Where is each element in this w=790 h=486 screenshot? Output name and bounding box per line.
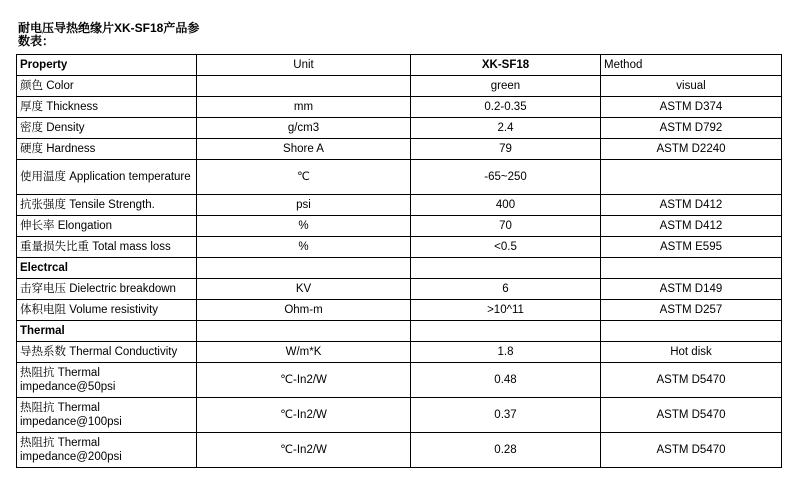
cell-method: ASTM D412	[601, 195, 782, 216]
cell-value: 2.4	[411, 118, 601, 139]
section-row-thermal	[17, 321, 782, 342]
cell-value: 1.8	[411, 342, 601, 363]
cell-value: 70	[411, 216, 601, 237]
cell-unit: psi	[197, 195, 411, 216]
cell-unit: Ohm-m	[197, 300, 411, 321]
cell-property: 重量损失比重 Total mass loss	[17, 237, 197, 258]
cell-unit: ℃-In2/W	[197, 363, 411, 398]
empty-cell	[601, 321, 782, 342]
cell-method: ASTM D5470	[601, 398, 782, 433]
cell-value: >10^11	[411, 300, 601, 321]
section-row-electrical	[17, 258, 782, 279]
cell-unit: %	[197, 237, 411, 258]
cell-property: 颜色 Color	[17, 76, 197, 97]
cell-method: ASTM D257	[601, 300, 782, 321]
table-row	[17, 300, 782, 321]
cell-value: green	[411, 76, 601, 97]
header-property: Property	[17, 55, 197, 76]
cell-unit: W/m*K	[197, 342, 411, 363]
cell-method: ASTM D374	[601, 97, 782, 118]
cell-property: 使用温度 Application temperature	[17, 160, 197, 195]
table-row	[17, 97, 782, 118]
cell-method: ASTM D2240	[601, 139, 782, 160]
table-row	[17, 160, 782, 195]
cell-property: 导热系数 Thermal Conductivity	[17, 342, 197, 363]
cell-property: 击穿电压 Dielectric breakdown	[17, 279, 197, 300]
cell-property: 密度 Density	[17, 118, 197, 139]
cell-value: <0.5	[411, 237, 601, 258]
empty-cell	[411, 321, 601, 342]
cell-method: ASTM E595	[601, 237, 782, 258]
cell-value: 0.48	[411, 363, 601, 398]
table-row	[17, 118, 782, 139]
cell-value: 0.37	[411, 398, 601, 433]
cell-unit: Shore A	[197, 139, 411, 160]
cell-unit: ℃	[197, 160, 411, 195]
cell-unit: ℃-In2/W	[197, 398, 411, 433]
cell-method: ASTM D5470	[601, 433, 782, 468]
table-row	[17, 216, 782, 237]
cell-value: 0.2-0.35	[411, 97, 601, 118]
table-header-row	[17, 55, 782, 76]
cell-method: ASTM D412	[601, 216, 782, 237]
cell-property: 伸长率 Elongation	[17, 216, 197, 237]
section-label: Electrcal	[17, 258, 197, 279]
cell-property: 厚度 Thickness	[17, 97, 197, 118]
cell-value: 400	[411, 195, 601, 216]
cell-property: 热阻抗 Thermal impedance@100psi	[17, 398, 197, 433]
cell-unit: KV	[197, 279, 411, 300]
cell-property: 热阻抗 Thermal impedance@200psi	[17, 433, 197, 468]
empty-cell	[197, 258, 411, 279]
cell-method: visual	[601, 76, 782, 97]
cell-unit: g/cm3	[197, 118, 411, 139]
table-row	[17, 237, 782, 258]
empty-cell	[601, 258, 782, 279]
table-row	[17, 279, 782, 300]
cell-method: ASTM D5470	[601, 363, 782, 398]
cell-unit: %	[197, 216, 411, 237]
cell-property: 体积电阻 Volume resistivity	[17, 300, 197, 321]
cell-property: 热阻抗 Thermal impedance@50psi	[17, 363, 197, 398]
cell-unit: ℃-In2/W	[197, 433, 411, 468]
cell-property: 硬度 Hardness	[17, 139, 197, 160]
table-row	[17, 398, 782, 433]
table-row	[17, 342, 782, 363]
empty-cell	[411, 258, 601, 279]
cell-method: ASTM D149	[601, 279, 782, 300]
cell-value: 6	[411, 279, 601, 300]
cell-value: 0.28	[411, 433, 601, 468]
header-model: XK-SF18	[411, 55, 601, 76]
page-title: 耐电压导热绝缘片XK-SF18产品参数表：	[18, 21, 200, 48]
cell-property: 抗张强度 Tensile Strength.	[17, 195, 197, 216]
header-unit: Unit	[197, 55, 411, 76]
table-row	[17, 76, 782, 97]
spec-table	[16, 54, 782, 468]
table-row	[17, 433, 782, 468]
cell-unit	[197, 76, 411, 97]
header-method: Method	[601, 55, 782, 76]
table-row	[17, 363, 782, 398]
section-label: Thermal	[17, 321, 197, 342]
table-row	[17, 195, 782, 216]
cell-method: ASTM D792	[601, 118, 782, 139]
cell-value: -65~250	[411, 160, 601, 195]
cell-value: 79	[411, 139, 601, 160]
cell-method	[601, 160, 782, 195]
cell-method: Hot disk	[601, 342, 782, 363]
cell-unit: mm	[197, 97, 411, 118]
table-row	[17, 139, 782, 160]
empty-cell	[197, 321, 411, 342]
